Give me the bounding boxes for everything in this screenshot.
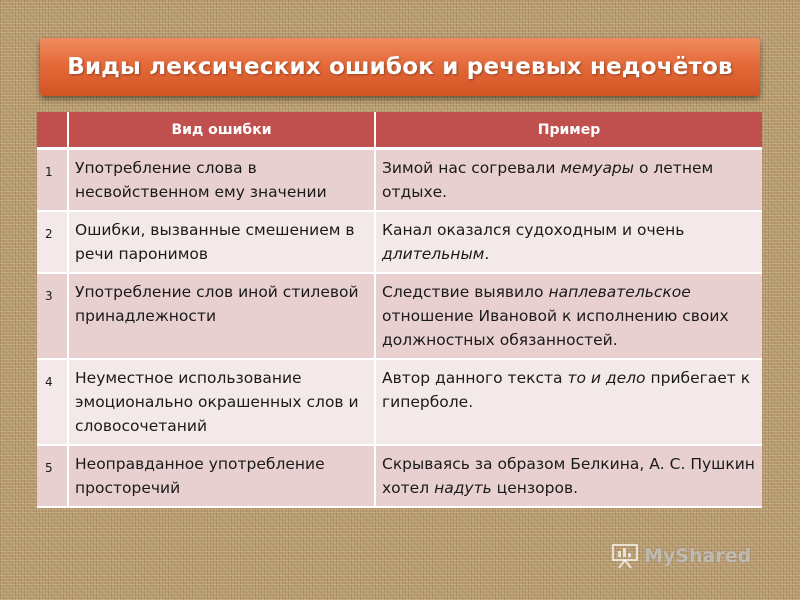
- error-example: Автор данного текста то и дело прибегает к гиперболе.: [375, 359, 762, 445]
- error-example: Канал оказался судоходным и очень длительным.: [375, 211, 762, 273]
- header-number: [37, 112, 68, 149]
- page-title: Виды лексических ошибок и речевых недочётов: [67, 54, 733, 80]
- errors-table: [37, 112, 762, 508]
- watermark: [610, 541, 760, 571]
- table-row: [37, 211, 762, 273]
- error-example: Скрываясь за образом Белкина, А. С. Пушкин хотел надуть цензоров.: [375, 445, 762, 507]
- row-number: 1: [37, 149, 68, 212]
- table-row: [37, 445, 762, 507]
- error-type: Употребление слова в несвойственном ему значении: [68, 149, 375, 212]
- error-example: Зимой нас согревали мемуары о летнем отдыхе.: [375, 149, 762, 212]
- error-example: Следствие выявило наплевательское отношение Ивановой к исполнению своих должностных обязанностей.: [375, 273, 762, 359]
- watermark-text: MyShared: [644, 545, 752, 567]
- table-row: [37, 359, 762, 445]
- header-example: Пример: [375, 112, 762, 149]
- row-number: 3: [37, 273, 68, 359]
- error-type: Употребление слов иной стилевой принадлежности: [68, 273, 375, 359]
- title-banner: [40, 38, 760, 96]
- row-number: 5: [37, 445, 68, 507]
- row-number: 4: [37, 359, 68, 445]
- table-row: [37, 273, 762, 359]
- presentation-board-icon: [610, 543, 642, 569]
- error-type: Ошибки, вызванные смешением в речи паронимов: [68, 211, 375, 273]
- error-type: Неуместное использование эмоционально окрашенных слов и словосочетаний: [68, 359, 375, 445]
- header-type: Вид ошибки: [68, 112, 375, 149]
- table-header-row: [37, 112, 762, 149]
- row-number: 2: [37, 211, 68, 273]
- error-type: Неоправданное употребление просторечий: [68, 445, 375, 507]
- table-row: [37, 149, 762, 212]
